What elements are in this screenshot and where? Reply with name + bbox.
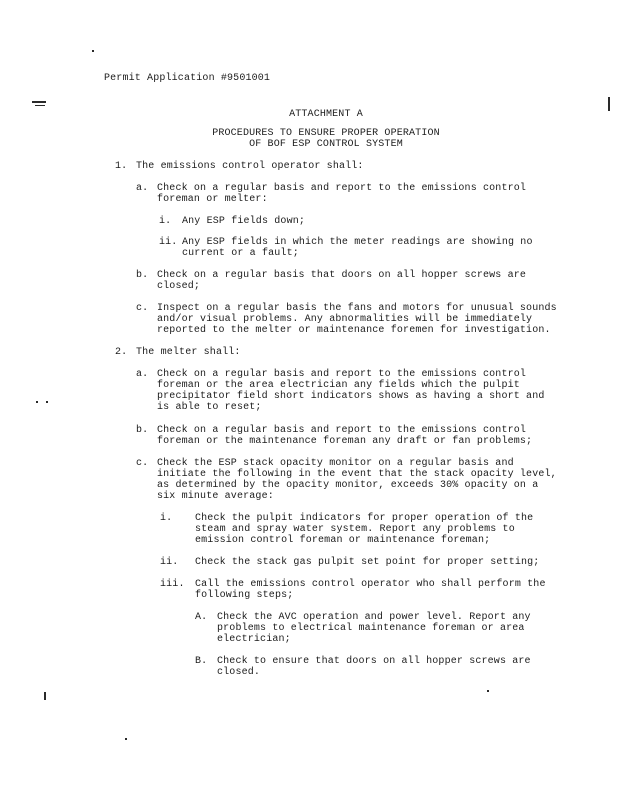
item-1c-text-line: reported to the melter or maintenance foremen for investigation.	[157, 325, 551, 336]
item-2c-iii-text-line: Call the emissions control operator who shall perform the	[195, 579, 546, 590]
item-2c-text-line: initiate the following in the event that the stack opacity level,	[157, 469, 557, 480]
item-2a-text-line: Check on a regular basis and report to the emissions control	[157, 369, 527, 380]
item-2c-i-label: i.	[160, 513, 173, 524]
document-title-line-1: PROCEDURES TO ENSURE PROPER OPERATION	[212, 128, 440, 139]
section-2-intro: The melter shall:	[136, 347, 241, 358]
item-2c-label: c.	[136, 458, 149, 469]
item-2a-text-line: is able to reset;	[157, 402, 262, 413]
scan-speck	[35, 105, 45, 106]
item-1c-label: c.	[136, 303, 149, 314]
item-1a-text-line: foreman or melter:	[157, 194, 268, 205]
document-title-line-2: OF BOF ESP CONTROL SYSTEM	[249, 139, 403, 150]
section-1-number: 1.	[115, 161, 128, 172]
item-2c-iii-text-line: following steps;	[195, 590, 294, 601]
item-2c-i-text-line: emission control foreman or maintenance foreman;	[195, 535, 491, 546]
item-1c-text-line: Inspect on a regular basis the fans and motors for unusual sounds	[157, 303, 557, 314]
item-2a-text-line: foreman or the area electrician any fields which the pulpit	[157, 380, 520, 391]
item-2c-i-text-line: Check the pulpit indicators for proper operation of the	[195, 513, 534, 524]
item-2c-iii-B-text-line: Check to ensure that doors on all hopper screws are	[217, 656, 531, 667]
item-2c-ii-text: Check the stack gas pulpit set point for proper setting;	[195, 557, 540, 568]
item-2a-label: a.	[136, 369, 149, 380]
scan-speck	[44, 692, 46, 700]
item-1b-text-line: closed;	[157, 281, 201, 292]
item-1a-label: a.	[136, 183, 149, 194]
permit-number: Permit Application #9501001	[104, 73, 271, 84]
item-2c-iii-A-text-line: problems to electrical maintenance foreman or area	[217, 623, 525, 634]
item-2c-iii-B-label: B.	[195, 656, 208, 667]
scan-speck	[487, 690, 489, 692]
item-2c-text-line: as determined by the opacity monitor, exceeds 30% opacity on a	[157, 480, 539, 491]
item-2c-ii-label: ii.	[160, 557, 179, 568]
item-2b-text-line: Check on a regular basis and report to the emissions control	[157, 425, 527, 436]
section-2-number: 2.	[115, 347, 128, 358]
item-2c-iii-A-text-line: electrician;	[217, 634, 291, 645]
item-2a-text-line: precipitator field short indicators shows as having a short and	[157, 391, 545, 402]
item-2c-i-text-line: steam and spray water system. Report any problems to	[195, 524, 515, 535]
item-1c-text-line: and/or visual problems. Any abnormalities will be immediately	[157, 314, 533, 325]
scan-speck	[92, 50, 94, 52]
scan-speck	[32, 101, 46, 103]
item-2c-iii-B-text-line: closed.	[217, 667, 261, 678]
item-2c-iii-label: iii.	[160, 579, 185, 590]
item-1b-text-line: Check on a regular basis that doors on all hopper screws are	[157, 270, 527, 281]
item-1a-i-text: Any ESP fields down;	[182, 216, 306, 227]
scan-speck	[125, 738, 127, 740]
item-1a-text-line: Check on a regular basis and report to the emissions control	[157, 183, 527, 194]
item-1a-ii-text-line: current or a fault;	[182, 248, 299, 259]
item-1a-ii-text-line: Any ESP fields in which the meter readings are showing no	[182, 237, 533, 248]
item-2c-iii-A-text-line: Check the AVC operation and power level. Report any	[217, 612, 531, 623]
item-2c-text-line: six minute average:	[157, 491, 274, 502]
item-2c-iii-A-label: A.	[195, 612, 208, 623]
item-1a-ii-label: ii.	[159, 237, 178, 248]
section-1-intro: The emissions control operator shall:	[136, 161, 364, 172]
attachment-heading: ATTACHMENT A	[289, 109, 363, 120]
item-1a-i-label: i.	[159, 216, 172, 227]
scan-speck	[46, 401, 48, 403]
item-2b-text-line: foreman or the maintenance foreman any draft or fan problems;	[157, 436, 533, 447]
item-2c-text-line: Check the ESP stack opacity monitor on a regular basis and	[157, 458, 514, 469]
item-2b-label: b.	[136, 425, 149, 436]
scan-speck	[36, 401, 38, 403]
item-1b-label: b.	[136, 270, 149, 281]
